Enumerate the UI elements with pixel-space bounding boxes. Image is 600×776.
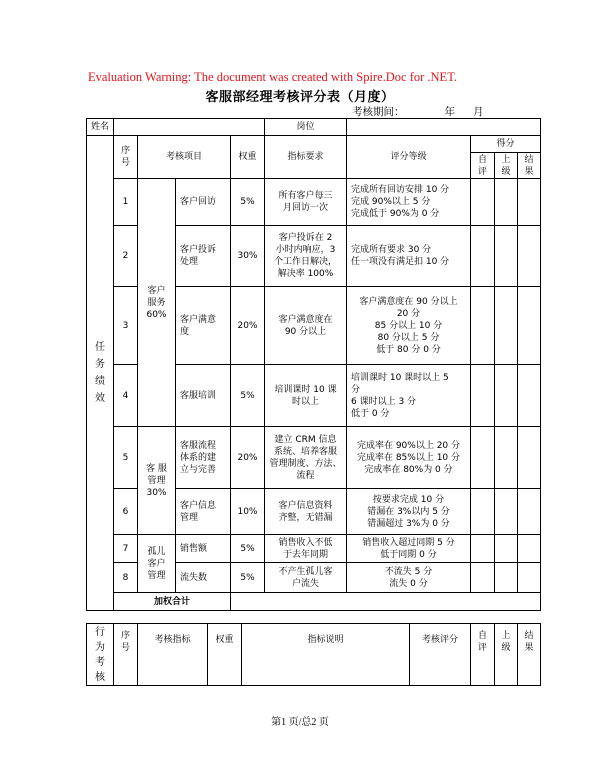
behavior-col-grade: 考核评分 <box>410 624 471 686</box>
row-grade: 完成所有要求 30 分 任一项没有满足扣 10 分 <box>347 226 471 287</box>
group-service-management: 客 服 管理 30% <box>138 427 176 535</box>
score-superior <box>495 287 518 365</box>
score-self <box>471 179 495 226</box>
score-superior <box>495 179 518 226</box>
row-seq: 8 <box>114 563 138 593</box>
score-superior <box>495 226 518 287</box>
row-seq: 7 <box>114 535 138 563</box>
row-requirement: 培训课时 10 课 时以上 <box>265 365 347 427</box>
task-performance-table <box>86 118 541 611</box>
row-requirement: 建立 CRM 信息 系统、培养客服 管理制度、方法、 流程 <box>265 427 347 489</box>
evaluation-warning: Evaluation Warning: The document was created with Spire.Doc for .NET. <box>88 70 458 84</box>
weighted-total-label: 加权合计 <box>114 593 231 611</box>
weighted-total-row <box>87 593 541 611</box>
row-weight: 30% <box>231 226 265 287</box>
col-grade: 评分等级 <box>347 136 471 179</box>
score-superior <box>495 489 518 535</box>
row-weight: 20% <box>231 287 265 365</box>
behavior-col-superior: 上级 <box>495 624 518 686</box>
row-grade: 培训课时 10 课时以上 5 分 6 课时以上 3 分 低于 0 分 <box>347 365 471 427</box>
row-item: 客户满意 度 <box>176 287 231 365</box>
row-seq: 6 <box>114 489 138 535</box>
score-self <box>471 535 495 563</box>
row-seq: 1 <box>114 179 138 226</box>
behavior-assessment-table <box>86 623 541 686</box>
score-result <box>518 287 541 365</box>
period-month: 月 <box>473 106 484 118</box>
table-row <box>87 179 541 226</box>
score-self <box>471 563 495 593</box>
row-seq: 4 <box>114 365 138 427</box>
behavior-col-self: 自评 <box>471 624 495 686</box>
row-grade: 不流失 5 分 流失 0 分 <box>347 563 471 593</box>
behavior-col-weight: 权重 <box>208 624 242 686</box>
row-requirement: 所有客户每三 月回访一次 <box>265 179 347 226</box>
col-requirement: 指标要求 <box>265 136 347 179</box>
row-requirement: 不产生孤儿客 户流失 <box>265 563 347 593</box>
table-row <box>87 427 541 489</box>
col-superior: 上级 <box>495 153 518 179</box>
row-grade: 销售收入超过同期 5 分 低于同期 0 分 <box>347 535 471 563</box>
col-seq: 序号 <box>114 136 138 179</box>
row-item: 客服培训 <box>176 365 231 427</box>
score-self <box>471 287 495 365</box>
table-row <box>87 535 541 563</box>
col-score: 得分 <box>471 136 541 153</box>
behavior-col-seq: 序号 <box>114 624 138 686</box>
score-result <box>518 535 541 563</box>
row-weight: 20% <box>231 427 265 489</box>
score-self <box>471 489 495 535</box>
col-weight: 权重 <box>231 136 265 179</box>
row-grade: 完成率在 90%以上 20 分 完成率在 85%以上 10 分 完成率在 80%为 0 分 <box>347 427 471 489</box>
score-self <box>471 365 495 427</box>
row-grade: 完成所有回访安排 10 分 完成 90%以上 5 分 完成低于 90%为 0 分 <box>347 179 471 226</box>
row-requirement: 客户信息资料 齐整，无错漏 <box>265 489 347 535</box>
post-value <box>347 119 541 136</box>
behavior-header-row <box>87 624 541 686</box>
row-grade: 客户满意度在 90 分以上 20 分 85 分以上 10 分 80 分以上 5 分 低于 80 分 0 分 <box>347 287 471 365</box>
row-item: 客户信息 管理 <box>176 489 231 535</box>
name-label: 姓名 <box>87 119 114 136</box>
score-result <box>518 226 541 287</box>
score-result <box>518 179 541 226</box>
row-weight: 5% <box>231 179 265 226</box>
col-item: 考核项目 <box>138 136 231 179</box>
score-result <box>518 563 541 593</box>
row-requirement: 客户满意度在 90 分以上 <box>265 287 347 365</box>
name-value <box>114 119 265 136</box>
row-weight: 5% <box>231 563 265 593</box>
row-item: 流失数 <box>176 563 231 593</box>
document-title: 客服部经理考核评分表（月度） <box>205 90 395 105</box>
period-label: 考核期间： <box>352 106 405 118</box>
row-item: 销售额 <box>176 535 231 563</box>
section-behavior: 行为考核 <box>87 624 114 686</box>
col-result: 结果 <box>518 153 541 179</box>
period-year: 年 <box>444 106 455 118</box>
score-self <box>471 427 495 489</box>
behavior-col-result: 结果 <box>518 624 541 686</box>
page-footer: 第1 页/总2 页 <box>271 717 329 728</box>
post-label: 岗位 <box>265 119 347 136</box>
row-weight: 5% <box>231 535 265 563</box>
score-superior <box>495 563 518 593</box>
weighted-total-value <box>231 593 541 611</box>
name-row <box>87 119 541 136</box>
column-header-row <box>87 136 541 153</box>
row-grade: 按要求完成 10 分 错漏在 3%以内 5 分 错漏超过 3%为 0 分 <box>347 489 471 535</box>
group-customer-service: 客户 服务 60% <box>138 179 176 427</box>
score-result <box>518 489 541 535</box>
row-item: 客户投诉 处理 <box>176 226 231 287</box>
score-result <box>518 427 541 489</box>
col-self: 自评 <box>471 153 495 179</box>
behavior-col-indicator: 考核指标 <box>138 624 208 686</box>
row-item: 客服流程 体系的建 立与完善 <box>176 427 231 489</box>
score-superior <box>495 365 518 427</box>
row-requirement: 客户投诉在 2 小时内响应，3 个工作日解决， 解决率 100% <box>265 226 347 287</box>
row-weight: 5% <box>231 365 265 427</box>
score-self <box>471 226 495 287</box>
row-item: 客户回访 <box>176 179 231 226</box>
section-task-performance: 任务绩效 <box>87 136 114 611</box>
behavior-col-description: 指标说明 <box>242 624 410 686</box>
assessment-period <box>352 104 484 119</box>
score-superior <box>495 535 518 563</box>
row-seq: 2 <box>114 226 138 287</box>
score-result <box>518 365 541 427</box>
row-seq: 3 <box>114 287 138 365</box>
score-superior <box>495 427 518 489</box>
group-orphan-customer: 孤儿 客户 管理 <box>138 535 176 593</box>
row-requirement: 销售收入不低 于去年同期 <box>265 535 347 563</box>
row-weight: 10% <box>231 489 265 535</box>
row-seq: 5 <box>114 427 138 489</box>
